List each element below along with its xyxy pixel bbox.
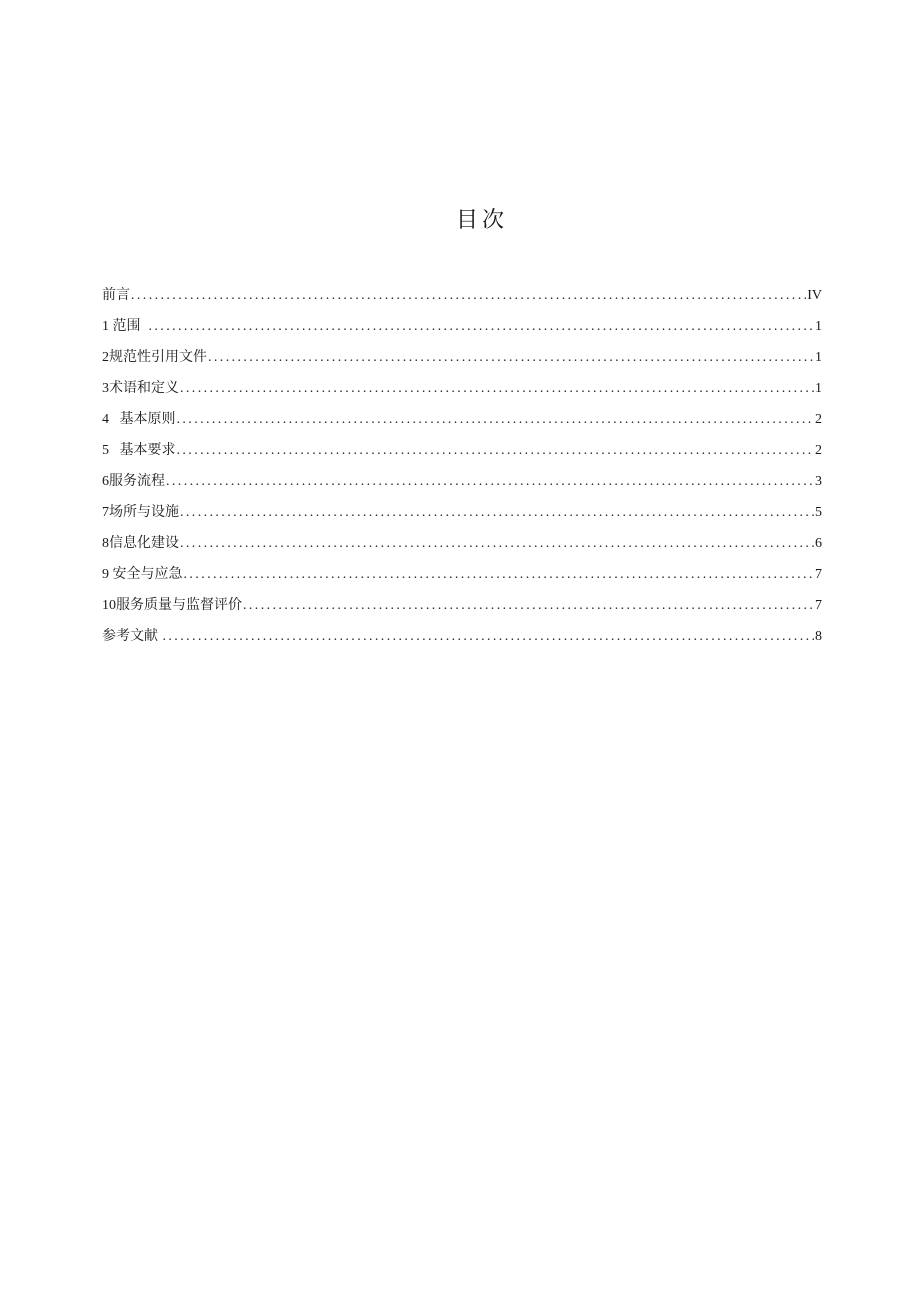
toc-entry-page: 3	[815, 474, 822, 489]
toc-entry-label: 4 基本原则	[102, 412, 176, 427]
toc-entry-safety-emergency[interactable]	[102, 564, 822, 595]
toc-entry-page: 1	[815, 381, 822, 396]
toc-entry-label: 7场所与设施	[102, 505, 179, 520]
dot-leader	[180, 378, 814, 400]
toc-entry-scope[interactable]	[102, 316, 822, 347]
toc-entry-bibliography[interactable]	[102, 626, 822, 657]
toc-entry-label: 9 安全与应急	[102, 567, 183, 582]
toc-entry-normative-references[interactable]	[102, 347, 822, 378]
toc-entry-label: 2规范性引用文件	[102, 350, 207, 365]
toc-entry-label: 3术语和定义	[102, 381, 179, 396]
dot-leader	[177, 409, 815, 431]
toc-entry-page: 1	[815, 319, 822, 334]
toc-entry-quality-supervision[interactable]	[102, 595, 822, 626]
toc-entry-page: 2	[815, 443, 822, 458]
dot-leader	[180, 533, 814, 555]
toc-entry-page: 7	[815, 567, 822, 582]
dot-leader	[149, 316, 815, 338]
dot-leader	[166, 471, 814, 493]
dot-leader	[184, 564, 815, 586]
dot-leader	[177, 440, 815, 462]
dot-leader	[131, 285, 806, 307]
toc-entry-terms-definitions[interactable]	[102, 378, 822, 409]
toc-entry-page: IV	[807, 288, 822, 303]
toc-entry-informatization[interactable]	[102, 533, 822, 564]
toc-entry-label: 前言	[102, 288, 130, 303]
dot-leader	[163, 626, 815, 648]
dot-leader	[243, 595, 814, 617]
toc-entry-foreword[interactable]	[102, 285, 822, 316]
toc-entry-venues-facilities[interactable]	[102, 502, 822, 533]
toc-entry-page: 2	[815, 412, 822, 427]
toc-entry-page: 6	[815, 536, 822, 551]
toc-title: 目次	[455, 208, 508, 233]
toc-entry-basic-principles[interactable]	[102, 409, 822, 440]
toc-entry-page: 1	[815, 350, 822, 365]
dot-leader	[208, 347, 814, 369]
toc-entry-label: 1 范围	[102, 319, 148, 334]
toc-entry-service-process[interactable]	[102, 471, 822, 502]
dot-leader	[180, 502, 814, 524]
toc-entry-page: 8	[815, 629, 822, 644]
toc-entry-basic-requirements[interactable]	[102, 440, 822, 471]
toc-entry-label: 8信息化建设	[102, 536, 179, 551]
toc-entry-page: 5	[815, 505, 822, 520]
toc-entry-label: 6服务流程	[102, 474, 165, 489]
toc-entry-label: 10服务质量与监督评价	[102, 598, 242, 613]
toc-entry-label: 参考文献	[102, 629, 162, 644]
toc-entry-page: 7	[815, 598, 822, 613]
toc-list	[102, 285, 822, 657]
toc-entry-label: 5 基本要求	[102, 443, 176, 458]
